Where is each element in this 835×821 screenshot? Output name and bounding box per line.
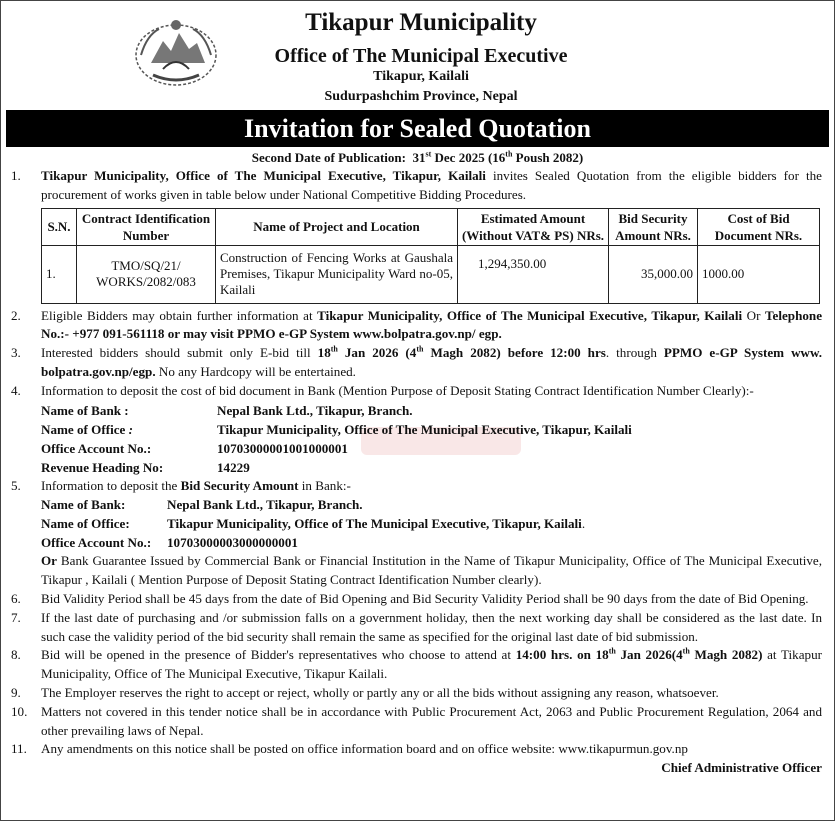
col-amount: Estimated Amount (Without VAT& PS) NRs. <box>458 208 609 245</box>
cell-project: Construction of Fencing Works at Gaushala Premises, Tikapur Municipality Ward no-05, Kailali <box>216 245 458 303</box>
list-item: 6. Bid Validity Period shall be 45 days from the date of Bid Opening and Bid Security Validity Period shall be 90 days from the date of Bid Opening. <box>11 590 809 606</box>
cell-sn: 1. <box>42 245 77 303</box>
table-row <box>42 245 820 303</box>
notice-body <box>11 167 822 778</box>
province: Sudurpashchim Province, Nepal <box>324 89 518 104</box>
list-item: 1. Tikapur Municipality, Office of The Municipal Executive, Tikapur, Kailali invites Sealed Quotation from the eligible bidders for the procurement of works given in table below under National Competitive Bidding Procedures. <box>11 168 822 202</box>
list-item: 9. The Employer reserves the right to accept or reject, wholly or partly any or all the bids without assigning any reason, whatsoever. <box>11 684 719 700</box>
office-name: Office of The Municipal Executive <box>274 45 568 67</box>
col-doc-cost: Cost of Bid Document NRs. <box>698 208 820 245</box>
col-project: Name of Project and Location <box>216 208 458 245</box>
col-sn: S.N. <box>42 208 77 245</box>
list-item: 4. Information to deposit the cost of bid document in Bank (Mention Purpose of Deposit Stating Contract Identification Number Clearly):- <box>11 382 754 398</box>
cell-amount: 1,294,350.00 <box>458 245 609 303</box>
list-item: 2. Eligible Bidders may obtain further information at Tikapur Municipality, Office of The Municipal Executive, Tikapur, Kailali Or Telephone No.:- +977 091-561118 or may visit PPMO e-GP System www.bolpatra.gov.np/ egp. <box>11 307 823 342</box>
list-item: 10. Matters not covered in this tender notice shall be in accordance with Public Procurement Act, 2063 and Public Procurement Regulation, 2064 and other prevailing laws of Nepal. <box>11 703 822 738</box>
cell-security: 35,000.00 <box>609 245 698 303</box>
org-name: Tikapur Municipality <box>305 9 537 36</box>
cell-doc-cost: 1000.00 <box>698 245 820 303</box>
city: Tikapur, Kailali <box>373 69 469 84</box>
list-item: 5. Information to deposit the Bid Security Amount in Bank:- <box>11 477 351 493</box>
publication-date: Second Date of Publication: 31st Dec 2025 (16th Poush 2082) <box>251 149 584 165</box>
list-item: 8. Bid will be opened in the presence of Bidder's representatives who choose to attend at 14:00 hrs. on 18th Jan 2026(4th Magh 2082) at Tikapur Municipality, Office of The Municipal Executive, Tikapur Kailali. <box>11 647 822 682</box>
bid-table <box>41 208 820 304</box>
col-cin: Contract Identification Number <box>77 208 216 245</box>
list-item: 3. Interested bidders should submit only E-bid till 18th Jan 2026 (4th Magh 2082) before 12:00 hrs. through PPMO e-GP System www. bolpatra.gov.np/egp. No any Hardcopy will be entertained. <box>11 344 822 379</box>
cost-deposit-details: Name of Bank : Nepal Bank Ltd., Tikapur, Branch. Name of Office : Tikapur Municipality, Office of The Municipal Executive, Tikapur, Kailali Office Account No.: 10703000001001000001 Revenue Heading No: 14229 <box>41 402 632 475</box>
cell-cin: TMO/SQ/21/ WORKS/2082/083 <box>77 245 216 303</box>
col-security: Bid Security Amount NRs. <box>609 208 698 245</box>
list-item: 11. Any amendments on this notice shall be posted on office information board and on office website: www.tikapurmun.gov.np <box>11 741 688 757</box>
security-deposit-details: Name of Bank: Nepal Bank Ltd., Tikapur, Branch. Name of Office: Tikapur Municipality, Office of The Municipal Executive, Tikapur, Kailali. Office Account No.: 10703000003000000001 Or Bank Guarantee Issued by Commercial Bank or Financial Institution in the Name of Tikapur Municipality, Office of The Municipal Executive, Tikapur , Kailali ( Mention Purpose of Deposit Stating Contract Identification Number clearly). <box>41 497 822 588</box>
list-item: 7. If the last date of purchasing and /or submission falls on a government holiday, then the next working day shall be considered as the last date. In such case the validity period of the bid security shall remain the same as specified for the original last date of bid submission. <box>11 609 822 644</box>
signature: Chief Administrative Officer <box>661 760 822 776</box>
notice-title: Invitation for Sealed Quotation <box>6 110 829 147</box>
